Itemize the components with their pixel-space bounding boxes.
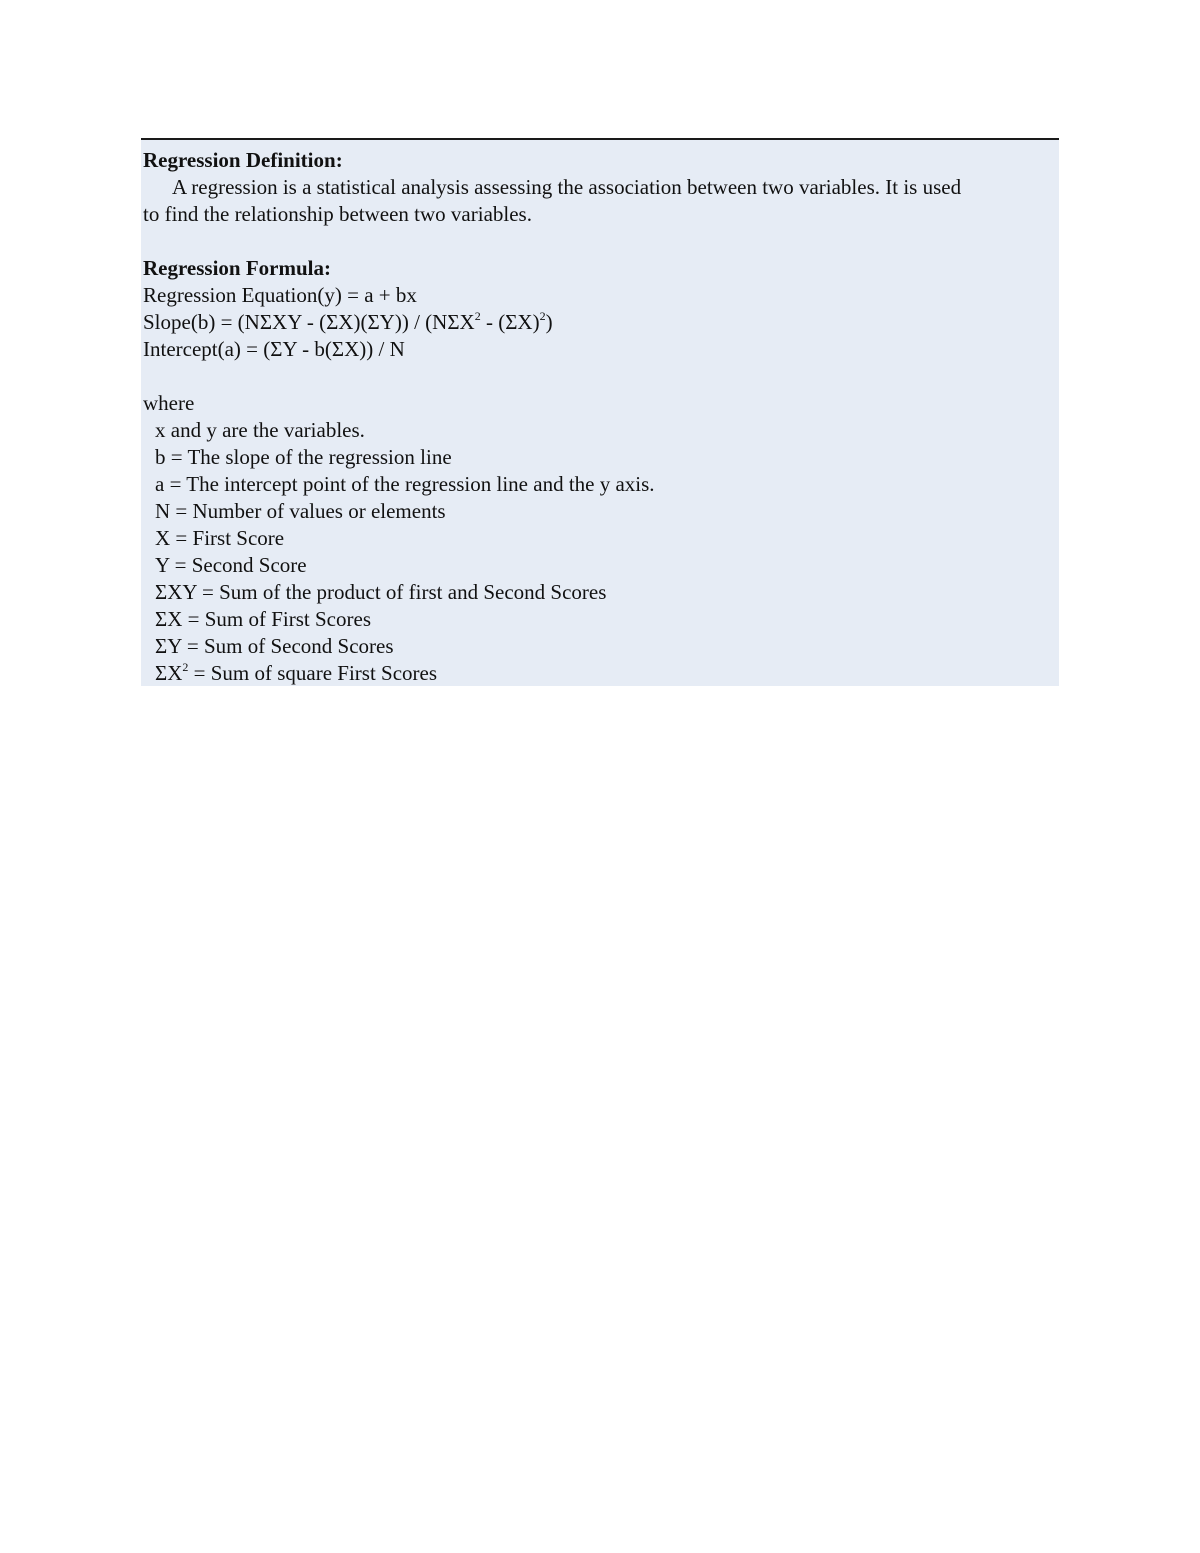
regression-notes-block — [141, 138, 1059, 686]
definition-text-line-2: to find the relationship between two variables. — [143, 202, 532, 226]
spacer — [141, 363, 1059, 390]
formula-heading: Regression Formula: — [143, 256, 332, 280]
slope-formula-part-3: ) — [545, 310, 553, 334]
intercept-formula: Intercept(a) = (ΣY - b(ΣX)) / N — [143, 337, 405, 361]
spacer — [141, 228, 1059, 255]
slope-superscript-1: 2 — [474, 309, 481, 323]
regression-equation: Regression Equation(y) = a + bx — [143, 283, 417, 307]
definition-item: ΣX = Sum of First Scores — [155, 607, 371, 631]
definition-item: ΣY = Sum of Second Scores — [155, 634, 394, 658]
definition-item: Y = Second Score — [155, 553, 307, 577]
slope-formula-part-2: - (ΣX) — [480, 310, 540, 334]
definition-item: ΣXY = Sum of the product of first and Second Scores — [155, 580, 607, 604]
definition-item: a = The intercept point of the regression line and the y axis. — [155, 472, 655, 496]
definition-item: N = Number of values or elements — [155, 499, 446, 523]
slope-formula-part-1: Slope(b) = (NΣXY - (ΣX)(ΣY)) / (NΣX — [143, 310, 475, 334]
definition-item: X = First Score — [155, 526, 285, 550]
where-label: where — [143, 391, 195, 415]
sum-x-label: ΣX — [155, 661, 183, 685]
slope-superscript-2: 2 — [539, 309, 546, 323]
sum-of-squares-text: = Sum of square First Scores — [188, 661, 438, 685]
definition-item: x and y are the variables. — [155, 418, 365, 442]
slope-formula — [141, 309, 1059, 336]
definition-heading: Regression Definition: — [143, 148, 343, 172]
sum-x-superscript: 2 — [182, 660, 189, 674]
definition-item-sum-of-squares — [141, 660, 1059, 687]
definition-item: b = The slope of the regression line — [155, 445, 452, 469]
definition-text-line-1: A regression is a statistical analysis assessing the association between two variables. It is used — [172, 175, 962, 199]
